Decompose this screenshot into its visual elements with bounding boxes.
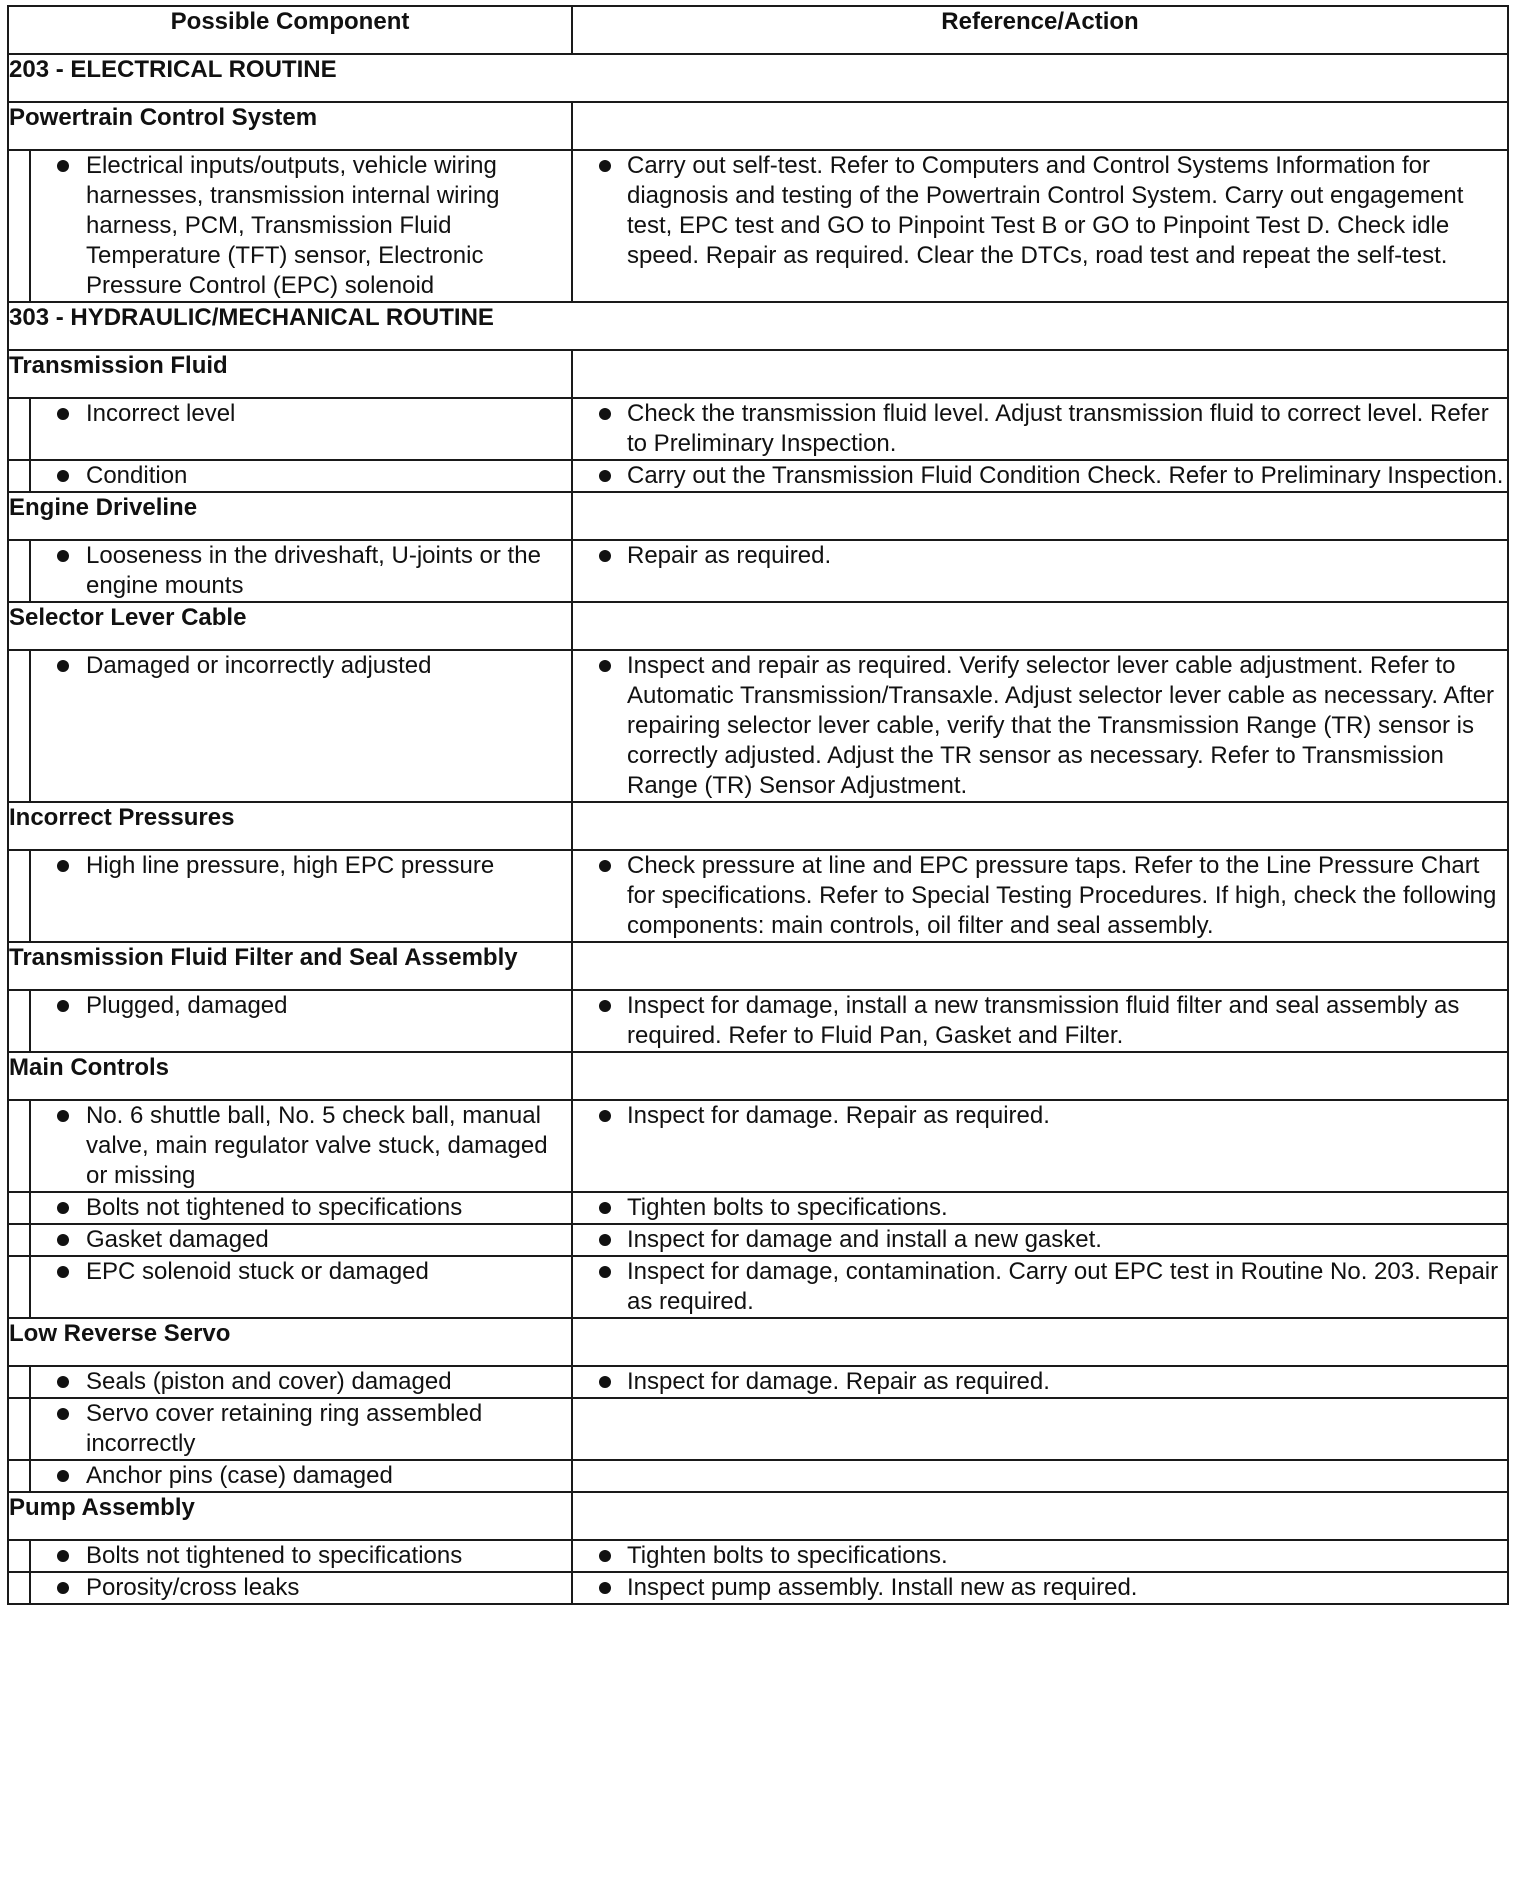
component-cell	[30, 1100, 572, 1192]
action-cell	[572, 1460, 1508, 1492]
indent-cell	[8, 850, 30, 942]
component-item	[31, 651, 571, 681]
component-item-text: Plugged, damaged	[86, 992, 288, 1019]
group-row	[8, 802, 1508, 850]
component-item	[31, 1225, 571, 1255]
table-row	[8, 460, 1508, 492]
table-row	[8, 1366, 1508, 1398]
component-cell	[30, 460, 572, 492]
bullet-icon	[599, 1202, 611, 1214]
table-row	[8, 1192, 1508, 1224]
action-cell	[572, 460, 1508, 492]
section-title: 203 - ELECTRICAL ROUTINE	[8, 54, 1508, 102]
action-cell	[572, 850, 1508, 942]
indent-cell	[8, 650, 30, 802]
component-cell	[30, 1398, 572, 1460]
table-row	[8, 150, 1508, 302]
group-title: Pump Assembly	[8, 1492, 572, 1540]
group-row	[8, 102, 1508, 150]
section-row	[8, 302, 1508, 350]
component-item-text: Damaged or incorrectly adjusted	[86, 652, 432, 679]
action-cell	[572, 1540, 1508, 1572]
action-item-text: Tighten bolts to specifications.	[627, 1542, 948, 1569]
component-item-text: Bolts not tightened to specifications	[86, 1542, 463, 1569]
action-item	[573, 651, 1507, 801]
group-action-cell	[572, 1318, 1508, 1366]
component-item	[31, 399, 571, 429]
group-title: Engine Driveline	[8, 492, 572, 540]
bullet-icon	[57, 1266, 69, 1278]
table-row	[8, 990, 1508, 1052]
component-item	[31, 541, 571, 601]
action-item	[573, 1193, 1507, 1223]
component-item-text: Gasket damaged	[86, 1226, 269, 1253]
bullet-icon	[599, 1376, 611, 1388]
table-body	[8, 54, 1508, 1604]
bullet-icon	[57, 660, 69, 672]
indent-cell	[8, 1366, 30, 1398]
indent-cell	[8, 460, 30, 492]
indent-cell	[8, 1256, 30, 1318]
bullet-icon	[57, 1000, 69, 1012]
component-item	[31, 851, 571, 881]
component-item-text: Seals (piston and cover) damaged	[86, 1368, 452, 1395]
component-cell	[30, 990, 572, 1052]
group-action-cell	[572, 1052, 1508, 1100]
component-item-text: Incorrect level	[86, 400, 236, 427]
table-row	[8, 650, 1508, 802]
bullet-icon	[57, 860, 69, 872]
action-item-text: Inspect and repair as required. Verify selector lever cable adjustment. Refer to Automatic Transmission/Transaxle. Adjust selector lever cable as necessary. After repairing selector lever cable, verify that the Transmission Range (TR) sensor is correctly adjusted. Adjust the TR sensor as necessary. Refer to Transmission Range (TR) Sensor Adjustment.	[627, 652, 1495, 799]
action-cell	[572, 1366, 1508, 1398]
component-item-text: Looseness in the driveshaft, U-joints or the engine mounts	[86, 542, 541, 599]
action-cell	[572, 1398, 1508, 1460]
bullet-icon	[599, 1266, 611, 1278]
header-reference-action: Reference/Action	[572, 6, 1508, 54]
action-item	[573, 1367, 1507, 1397]
group-title: Transmission Fluid Filter and Seal Assembly	[8, 942, 572, 990]
group-row	[8, 1492, 1508, 1540]
bullet-icon	[57, 160, 69, 172]
group-row	[8, 602, 1508, 650]
component-item	[31, 1541, 571, 1571]
group-action-cell	[572, 350, 1508, 398]
diagnosis-table	[7, 5, 1509, 1605]
group-row	[8, 1318, 1508, 1366]
component-cell	[30, 150, 572, 302]
action-item	[573, 541, 1507, 571]
action-item-text: Inspect for damage. Repair as required.	[627, 1102, 1050, 1129]
action-item-text: Check pressure at line and EPC pressure taps. Refer to the Line Pressure Chart for specifications. Refer to Special Testing Procedures. If high, check the following components: main controls, oil filter and seal assembly.	[627, 852, 1497, 939]
component-cell	[30, 540, 572, 602]
header-row	[8, 6, 1508, 54]
action-item-text: Tighten bolts to specifications.	[627, 1194, 948, 1221]
action-item-text: Carry out self-test. Refer to Computers and Control Systems Information for diagnosis and testing of the Powertrain Control System. Carry out engagement test, EPC test and GO to Pinpoint Test B or GO to Pinpoint Test D. Check idle speed. Repair as required. Clear the DTCs, road test and repeat the self-test.	[627, 152, 1464, 269]
bullet-icon	[599, 1000, 611, 1012]
component-item-text: High line pressure, high EPC pressure	[86, 852, 495, 879]
table-row	[8, 1460, 1508, 1492]
bullet-icon	[599, 860, 611, 872]
action-cell	[572, 540, 1508, 602]
action-item-text: Inspect pump assembly. Install new as required.	[627, 1574, 1138, 1601]
action-item	[573, 1573, 1507, 1603]
component-cell	[30, 1366, 572, 1398]
action-item	[573, 1225, 1507, 1255]
indent-cell	[8, 990, 30, 1052]
bullet-icon	[57, 1408, 69, 1420]
bullet-icon	[599, 470, 611, 482]
group-action-cell	[572, 1492, 1508, 1540]
bullet-icon	[599, 160, 611, 172]
group-title: Selector Lever Cable	[8, 602, 572, 650]
bullet-icon	[599, 660, 611, 672]
group-title: Transmission Fluid	[8, 350, 572, 398]
action-item-text: Check the transmission fluid level. Adjust transmission fluid to correct level. Refer to Preliminary Inspection.	[627, 400, 1489, 457]
section-title: 303 - HYDRAULIC/MECHANICAL ROUTINE	[8, 302, 1508, 350]
action-item-text: Inspect for damage. Repair as required.	[627, 1368, 1050, 1395]
component-item	[31, 1367, 571, 1397]
indent-cell	[8, 1572, 30, 1604]
component-item	[31, 1193, 571, 1223]
component-item-text: No. 6 shuttle ball, No. 5 check ball, manual valve, main regulator valve stuck, damaged or missing	[86, 1102, 548, 1189]
bullet-icon	[57, 1202, 69, 1214]
component-cell	[30, 1572, 572, 1604]
action-item	[573, 151, 1507, 271]
indent-cell	[8, 540, 30, 602]
action-item	[573, 1541, 1507, 1571]
component-item	[31, 991, 571, 1021]
action-cell	[572, 150, 1508, 302]
action-item	[573, 1101, 1507, 1131]
group-row	[8, 942, 1508, 990]
indent-cell	[8, 1540, 30, 1572]
group-action-cell	[572, 942, 1508, 990]
bullet-icon	[599, 1110, 611, 1122]
action-item	[573, 1257, 1507, 1317]
header-possible-component: Possible Component	[8, 6, 572, 54]
bullet-icon	[57, 550, 69, 562]
component-cell	[30, 650, 572, 802]
bullet-icon	[599, 1582, 611, 1594]
action-item-text: Carry out the Transmission Fluid Condition Check. Refer to Preliminary Inspection.	[627, 462, 1504, 489]
component-item	[31, 461, 571, 491]
table-row	[8, 1572, 1508, 1604]
action-cell	[572, 1192, 1508, 1224]
component-item	[31, 1257, 571, 1287]
bullet-icon	[599, 550, 611, 562]
group-row	[8, 492, 1508, 540]
bullet-icon	[57, 408, 69, 420]
component-item-text: Bolts not tightened to specifications	[86, 1194, 463, 1221]
action-cell	[572, 1224, 1508, 1256]
action-item-text: Inspect for damage, install a new transmission fluid filter and seal assembly as required. Refer to Fluid Pan, Gasket and Filter.	[627, 992, 1460, 1049]
group-row	[8, 1052, 1508, 1100]
indent-cell	[8, 1460, 30, 1492]
group-title: Powertrain Control System	[8, 102, 572, 150]
group-action-cell	[572, 602, 1508, 650]
indent-cell	[8, 1192, 30, 1224]
component-item-text: Electrical inputs/outputs, vehicle wiring harnesses, transmission internal wiring harness, PCM, Transmission Fluid Temperature (TFT) sensor, Electronic Pressure Control (EPC) solenoid	[86, 152, 500, 299]
table-row	[8, 1100, 1508, 1192]
action-cell	[572, 1256, 1508, 1318]
component-item	[31, 151, 571, 301]
group-title: Main Controls	[8, 1052, 572, 1100]
component-item-text: Servo cover retaining ring assembled incorrectly	[86, 1400, 483, 1457]
table-row	[8, 540, 1508, 602]
action-item	[573, 399, 1507, 459]
bullet-icon	[599, 1550, 611, 1562]
bullet-icon	[57, 1376, 69, 1388]
indent-cell	[8, 398, 30, 460]
component-cell	[30, 1224, 572, 1256]
table-row	[8, 850, 1508, 942]
component-item-text: Condition	[86, 462, 188, 489]
component-item	[31, 1573, 571, 1603]
action-item-text: Inspect for damage and install a new gasket.	[627, 1226, 1102, 1253]
action-cell	[572, 650, 1508, 802]
table-row	[8, 1224, 1508, 1256]
component-cell	[30, 1540, 572, 1572]
component-item-text: Anchor pins (case) damaged	[86, 1462, 393, 1489]
action-item	[573, 991, 1507, 1051]
component-cell	[30, 1192, 572, 1224]
indent-cell	[8, 1100, 30, 1192]
bullet-icon	[57, 1470, 69, 1482]
bullet-icon	[57, 1234, 69, 1246]
group-action-cell	[572, 102, 1508, 150]
component-cell	[30, 1460, 572, 1492]
indent-cell	[8, 1398, 30, 1460]
action-item	[573, 461, 1507, 491]
group-title: Incorrect Pressures	[8, 802, 572, 850]
action-item-text: Repair as required.	[627, 542, 832, 569]
component-cell	[30, 850, 572, 942]
action-cell	[572, 398, 1508, 460]
section-row	[8, 54, 1508, 102]
bullet-icon	[57, 1582, 69, 1594]
bullet-icon	[57, 1550, 69, 1562]
component-item-text: Porosity/cross leaks	[86, 1574, 300, 1601]
component-item-text: EPC solenoid stuck or damaged	[86, 1258, 429, 1285]
action-item	[573, 851, 1507, 941]
table-row	[8, 1256, 1508, 1318]
table-row	[8, 1398, 1508, 1460]
bullet-icon	[599, 408, 611, 420]
action-cell	[572, 990, 1508, 1052]
indent-cell	[8, 1224, 30, 1256]
component-item	[31, 1461, 571, 1491]
component-cell	[30, 1256, 572, 1318]
bullet-icon	[57, 470, 69, 482]
component-item	[31, 1399, 571, 1459]
table-row	[8, 398, 1508, 460]
group-title: Low Reverse Servo	[8, 1318, 572, 1366]
bullet-icon	[599, 1234, 611, 1246]
indent-cell	[8, 150, 30, 302]
group-row	[8, 350, 1508, 398]
component-item	[31, 1101, 571, 1191]
group-action-cell	[572, 802, 1508, 850]
component-cell	[30, 398, 572, 460]
action-cell	[572, 1100, 1508, 1192]
bullet-icon	[57, 1110, 69, 1122]
action-item-text: Inspect for damage, contamination. Carry out EPC test in Routine No. 203. Repair as required.	[627, 1258, 1499, 1315]
group-action-cell	[572, 492, 1508, 540]
action-cell	[572, 1572, 1508, 1604]
table-row	[8, 1540, 1508, 1572]
